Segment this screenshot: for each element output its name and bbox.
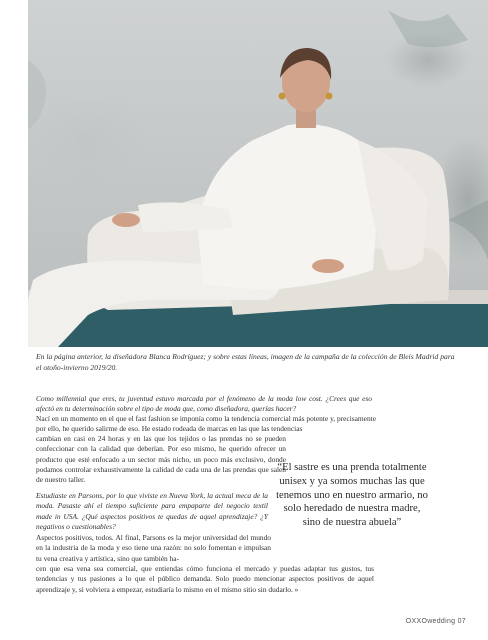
page-folio: OXXOwedding 07 bbox=[405, 618, 466, 625]
pull-quote: “El sastre es una prenda totalmente unisex y ya somos muchas las que tenemos uno en nuestro armario, no solo heredado de nuestra madre, sino de nuestra abuela” bbox=[276, 462, 428, 529]
interview-answer-2b: cen que esa vena sea comercial, que entiendas cómo funciona el mercado y puedas adaptar tus gustos, tus tendencias y tus pasiones a lo que el público demanda. Solo puedo mencionar aspectos positivos de aquel aprendizaje y, si volviera a empezar, estudiaría lo mismo en el mismo sitio sin dudarlo. » bbox=[36, 564, 374, 594]
campaign-photo bbox=[28, 0, 488, 347]
interview-answer-2a: Aspectos positivos, todos. Al final, Parsons es la mejor universidad del mundo en la industria de la moda y eso tiene una razón: no solo fomentan e impulsan tu vena creativa y artística, sino que también ha- bbox=[36, 533, 271, 563]
interview-question-1: Como millennial que eres, tu juventud estuvo marcada por el fenómeno de la moda low cost. ¿Crees que eso afectó en tu determinación sobre el tipo de moda que, como diseñadora, querías hacer? bbox=[36, 394, 372, 414]
white-jacket bbox=[198, 124, 378, 290]
interview-answer-1b: cambian en casi en 24 horas y en las que los tejidos o las prendas no se pueden confeccionar con la calidad que deberían. Por eso mismo, he querido ofrecer un producto que esté enfocado a un sector más nicho, un poco más exclusivo, donde podamos controlar exhaustivamente la calidad de cada una de las prendas que salen de nuestro taller. bbox=[36, 434, 286, 485]
photo-caption: En la página anterior, la diseñadora Blanca Rodríguez; y sobre estas líneas, imagen de la campaña de la colección de Bleis Madrid para el otoño-invierno 2019/20. bbox=[36, 352, 455, 372]
interview-answer-1a: Nací en un momento en el que el fast fashion se imponía como la tendencia comercial más potente y, precisamente por ello, he querido salirme de eso. He estado rodeada de marcas en las que las tendencias bbox=[36, 414, 376, 434]
interview-question-2: Estudiaste en Parsons, por lo que viviste en Nueva York, la actual meca de la moda. Pasaste ahí el tiempo suficiente para empaparte del negocio textil made in USA. ¿Qué aspectos positivos te quedas de aquel aprendizaje? ¿Y negativos o cuestionables? bbox=[36, 491, 268, 531]
photo-illustration bbox=[28, 0, 488, 347]
